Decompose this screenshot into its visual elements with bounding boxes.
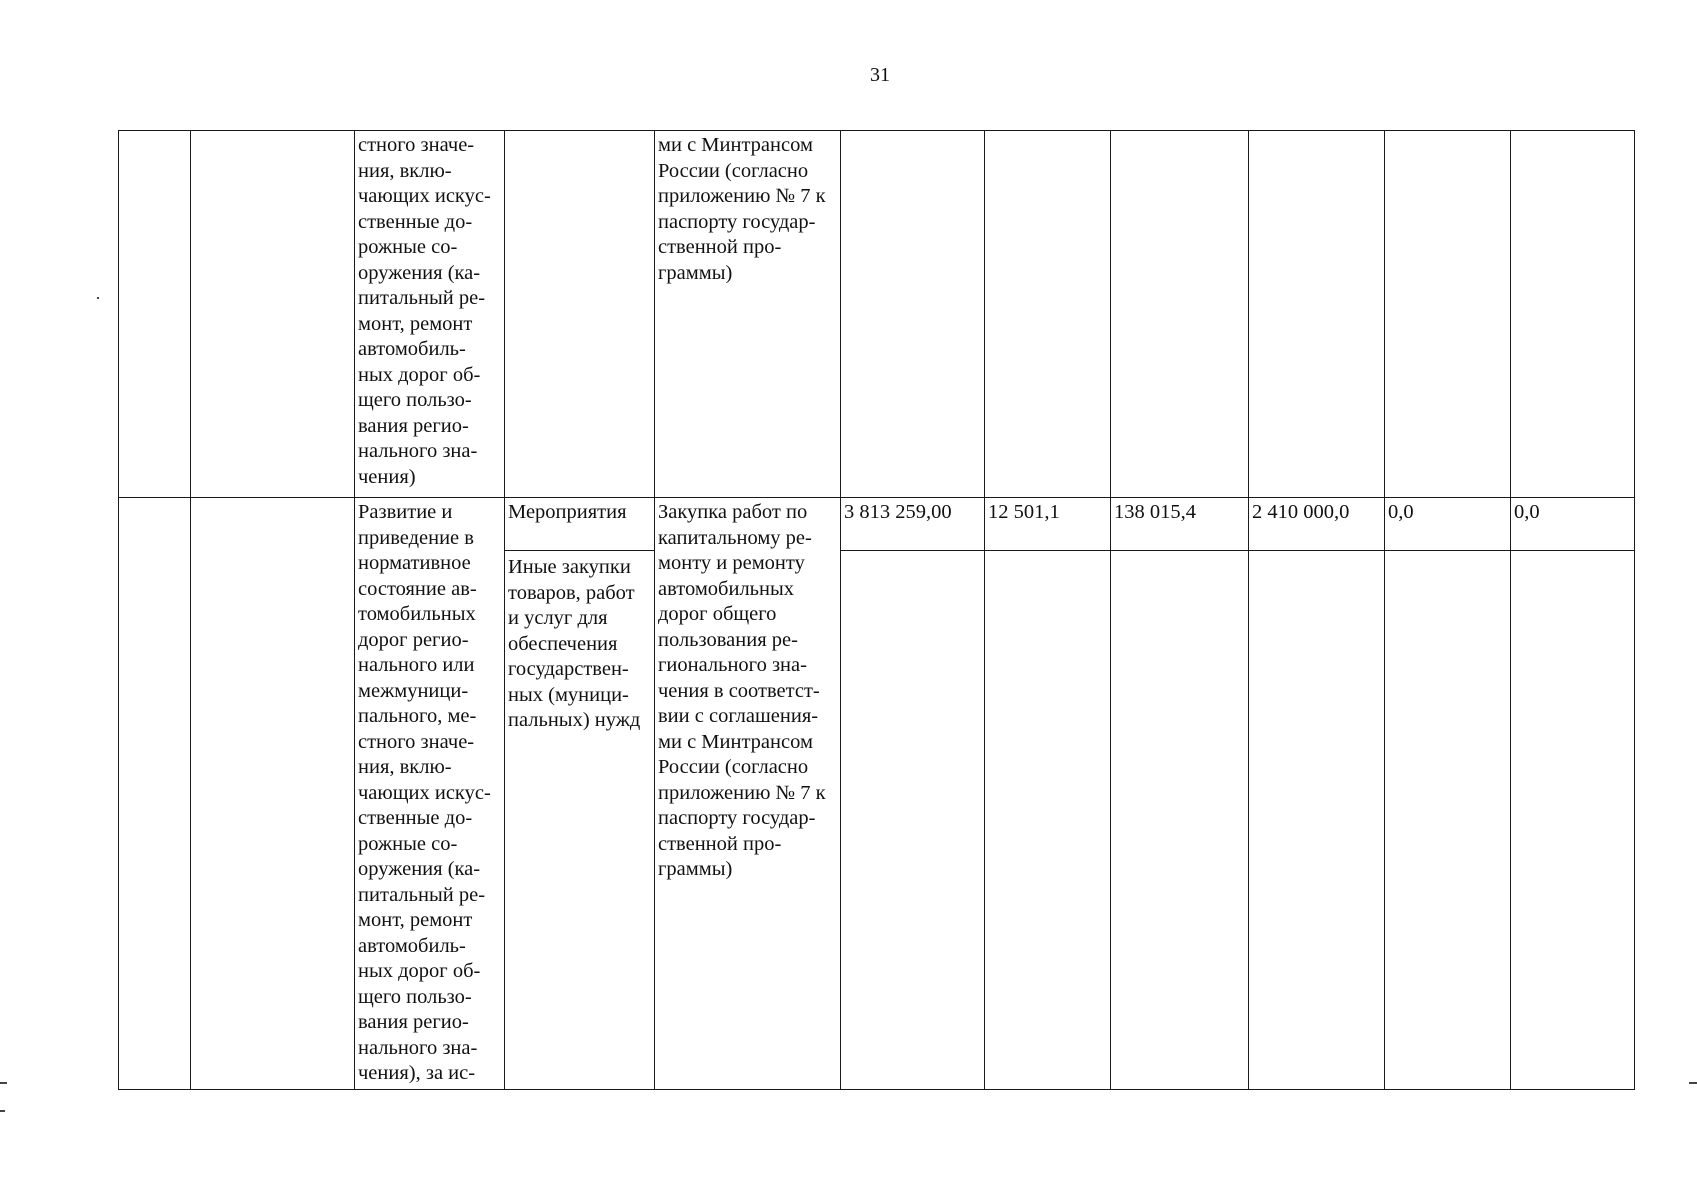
cell-value (1385, 551, 1511, 1089)
cell-value-total: 3 813 259,00 (841, 498, 985, 551)
cell-type (505, 131, 655, 498)
cell-object: стного значе- ния, вклю- чающих искус- ственные до- рожные со- оружения (ка- питальный ре- монт, ремонт автомобиль- ных дорог об- щего пользо- вания регио- нального зна- чения) (355, 131, 505, 498)
cell-value (1249, 131, 1385, 498)
cell-value-year2: 138 015,4 (1111, 498, 1249, 551)
budget-table (118, 130, 1635, 1090)
cell-value (1111, 551, 1249, 1089)
table-row-continued (119, 131, 1635, 498)
cell-value (1511, 131, 1635, 498)
cell-value (1249, 551, 1385, 1089)
cell-description: Закупка работ по капитальному ре- монту и ремонту автомобильных дорог общего пользования ре- гионального зна- чения в соответст- вии с соглашения- ми с Минтрансом России (согласно приложению № 7 к паспорту государ- ственной про- граммы) (655, 498, 841, 1090)
scan-mark (0, 1110, 5, 1112)
cell-value (985, 131, 1111, 498)
cell-value (841, 131, 985, 498)
page-number: 31 (870, 64, 890, 86)
scan-mark (97, 297, 99, 299)
cell-value (1111, 131, 1249, 498)
cell-value-year5: 0,0 (1511, 498, 1635, 551)
cell-value-year1: 12 501,1 (985, 498, 1111, 551)
cell-value (841, 551, 985, 1089)
cell-value (1385, 131, 1511, 498)
cell-value-year3: 2 410 000,0 (1249, 498, 1385, 551)
cell-value (985, 551, 1111, 1089)
cell-value-year4: 0,0 (1385, 498, 1511, 551)
cell-index (119, 498, 191, 1090)
scan-mark (1689, 1082, 1697, 1084)
cell-value (1511, 551, 1635, 1089)
cell-program (191, 131, 355, 498)
cell-type: Мероприятия (505, 498, 655, 551)
cell-program (191, 498, 355, 1090)
cell-index (119, 131, 191, 498)
scan-mark (0, 1082, 7, 1084)
cell-type-detail: Иные закупки товаров, работ и услуг для обеспечения государствен- ных (муници- пальных) нужд (505, 551, 655, 1089)
table-row-main (119, 498, 1635, 551)
cell-object: Развитие и приведение в нормативное состояние ав- томобильных дорог регио- нального или межмуници- пального, ме- стного значе- ния, вклю- чающих искус- ственные до- рожные со- оружения (ка- питальный ре- монт, ремонт автомобиль- ных дорог об- щего пользо- вания регио- нального зна- чения), за ис- (355, 498, 505, 1090)
cell-description: ми с Минтрансом России (согласно приложению № 7 к паспорту государ- ственной про- граммы) (655, 131, 841, 498)
